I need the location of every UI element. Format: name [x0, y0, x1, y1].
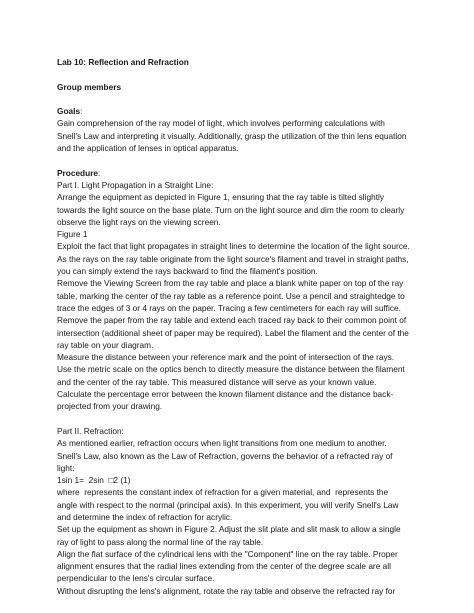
part2-line: Snell's Law, also known as the Law of Refraction, governs the behavior of a refracted ray of: [57, 450, 393, 461]
part2-line: alignment ensures that the radial lines extending from the center of the degree scale are all: [57, 561, 391, 572]
part2-line: perpendicular to the lens's circular surface.: [57, 573, 215, 584]
part2-line: angle with respect to the normal (principal axis). In this experiment, you will verify Snell's Law: [57, 499, 399, 510]
goals-line: and the application of lenses in optical apparatus.: [57, 143, 239, 154]
part1-line: Arrange the equipment as depicted in Figure 1, ensuring that the ray table is tilted slightly: [57, 192, 384, 203]
part1-line: Remove the Viewing Screen from the ray table and place a blank white paper on top of the ray: [57, 278, 404, 289]
spacer: [57, 68, 429, 80]
snells-law-equation: 1sin 1= 2sin □2 (1): [57, 475, 131, 486]
part1-line: projected from your drawing.: [57, 401, 163, 412]
part2-line: As mentioned earlier, refraction occurs when light transitions from one medium to another.: [57, 438, 387, 449]
procedure-colon: :: [98, 167, 101, 178]
part1-line: towards the light source on the base plate. Turn on the light source and dim the room to clearly: [57, 204, 405, 215]
part2-line: where represents the constant index of refraction for a given material, and represents the: [57, 487, 389, 498]
part1-line: Measure the distance between your reference mark and the point of intersection of the rays.: [57, 352, 395, 363]
part1-section: [57, 179, 429, 413]
goals-section: [57, 117, 429, 154]
part2-section: [57, 425, 429, 597]
part2-line: Without disrupting the lens's alignment, rotate the ray table and observe the refracted ray for: [57, 585, 396, 596]
procedure-label: Procedure: [57, 167, 99, 178]
part2-line: Set up the equipment as shown in Figure 2. Adjust the slit plate and slit mask to allow a single: [57, 524, 401, 535]
part1-line: and the center of the ray table. This measured distance will serve as your known value.: [57, 376, 377, 387]
goals-label: Goals: [57, 106, 81, 117]
spacer: [57, 413, 429, 425]
part2-line: light:: [57, 462, 75, 473]
part1-line: Calculate the percentage error between the known filament distance and the distance back-: [57, 389, 394, 400]
figure-1-caption: Figure 1: [57, 229, 88, 240]
procedure-heading: [57, 167, 429, 179]
part1-line: you can simply extend the rays backward to find the filament's position.: [57, 266, 318, 277]
part1-line: Use the metric scale on the optics bench to directly measure the distance between the filament: [57, 364, 405, 375]
goals-heading: [57, 105, 429, 117]
part1-line: Part I. Light Propagation in a Straight Line:: [57, 179, 214, 190]
part2-line: Part II. Refraction:: [57, 425, 124, 436]
part1-line: Exploit the fact that light propagates in straight lines to determine the location of the light source.: [57, 241, 410, 252]
part2-line: ray of light to pass along the normal line of the ray table.: [57, 536, 264, 547]
goals-colon: :: [80, 106, 83, 117]
document-title: Lab 10: Reflection and Refraction: [57, 57, 189, 67]
part1-line: intersection (additional sheet of paper may be required). Label the filament and the center of the: [57, 327, 409, 338]
part1-line: Remove the paper from the ray table and extend each traced ray back to their common point of: [57, 315, 407, 326]
group-members-heading: Group members: [57, 81, 122, 92]
part1-line: observe the light rays on the viewing screen.: [57, 216, 221, 227]
goals-line: Snell's Law and interpreting it visually. Additionally, grasp the utilization of the thin lens equation: [57, 130, 407, 141]
spacer: [57, 154, 429, 166]
part1-line: ray table on your diagram.: [57, 339, 154, 350]
part1-line: trace the edges of 3 or 4 rays on the paper. Tracing a few centimeters for each ray will suffice.: [57, 302, 401, 313]
part2-line: and determine the index of refraction for acrylic.: [57, 511, 233, 522]
goals-line: Gain comprehension of the ray model of light, which involves performing calculations with: [57, 118, 385, 129]
spacer: [57, 93, 429, 105]
part1-line: As the rays on the ray table originate from the light source's filament and travel in straight paths,: [57, 253, 409, 264]
part1-line: table, marking the center of the ray table as a reference point. Use a pencil and straightedge to: [57, 290, 405, 301]
document-content: [57, 56, 429, 597]
part2-line: Align the flat surface of the cylindrical lens with the "Component" line on the ray table. Proper: [57, 548, 398, 559]
